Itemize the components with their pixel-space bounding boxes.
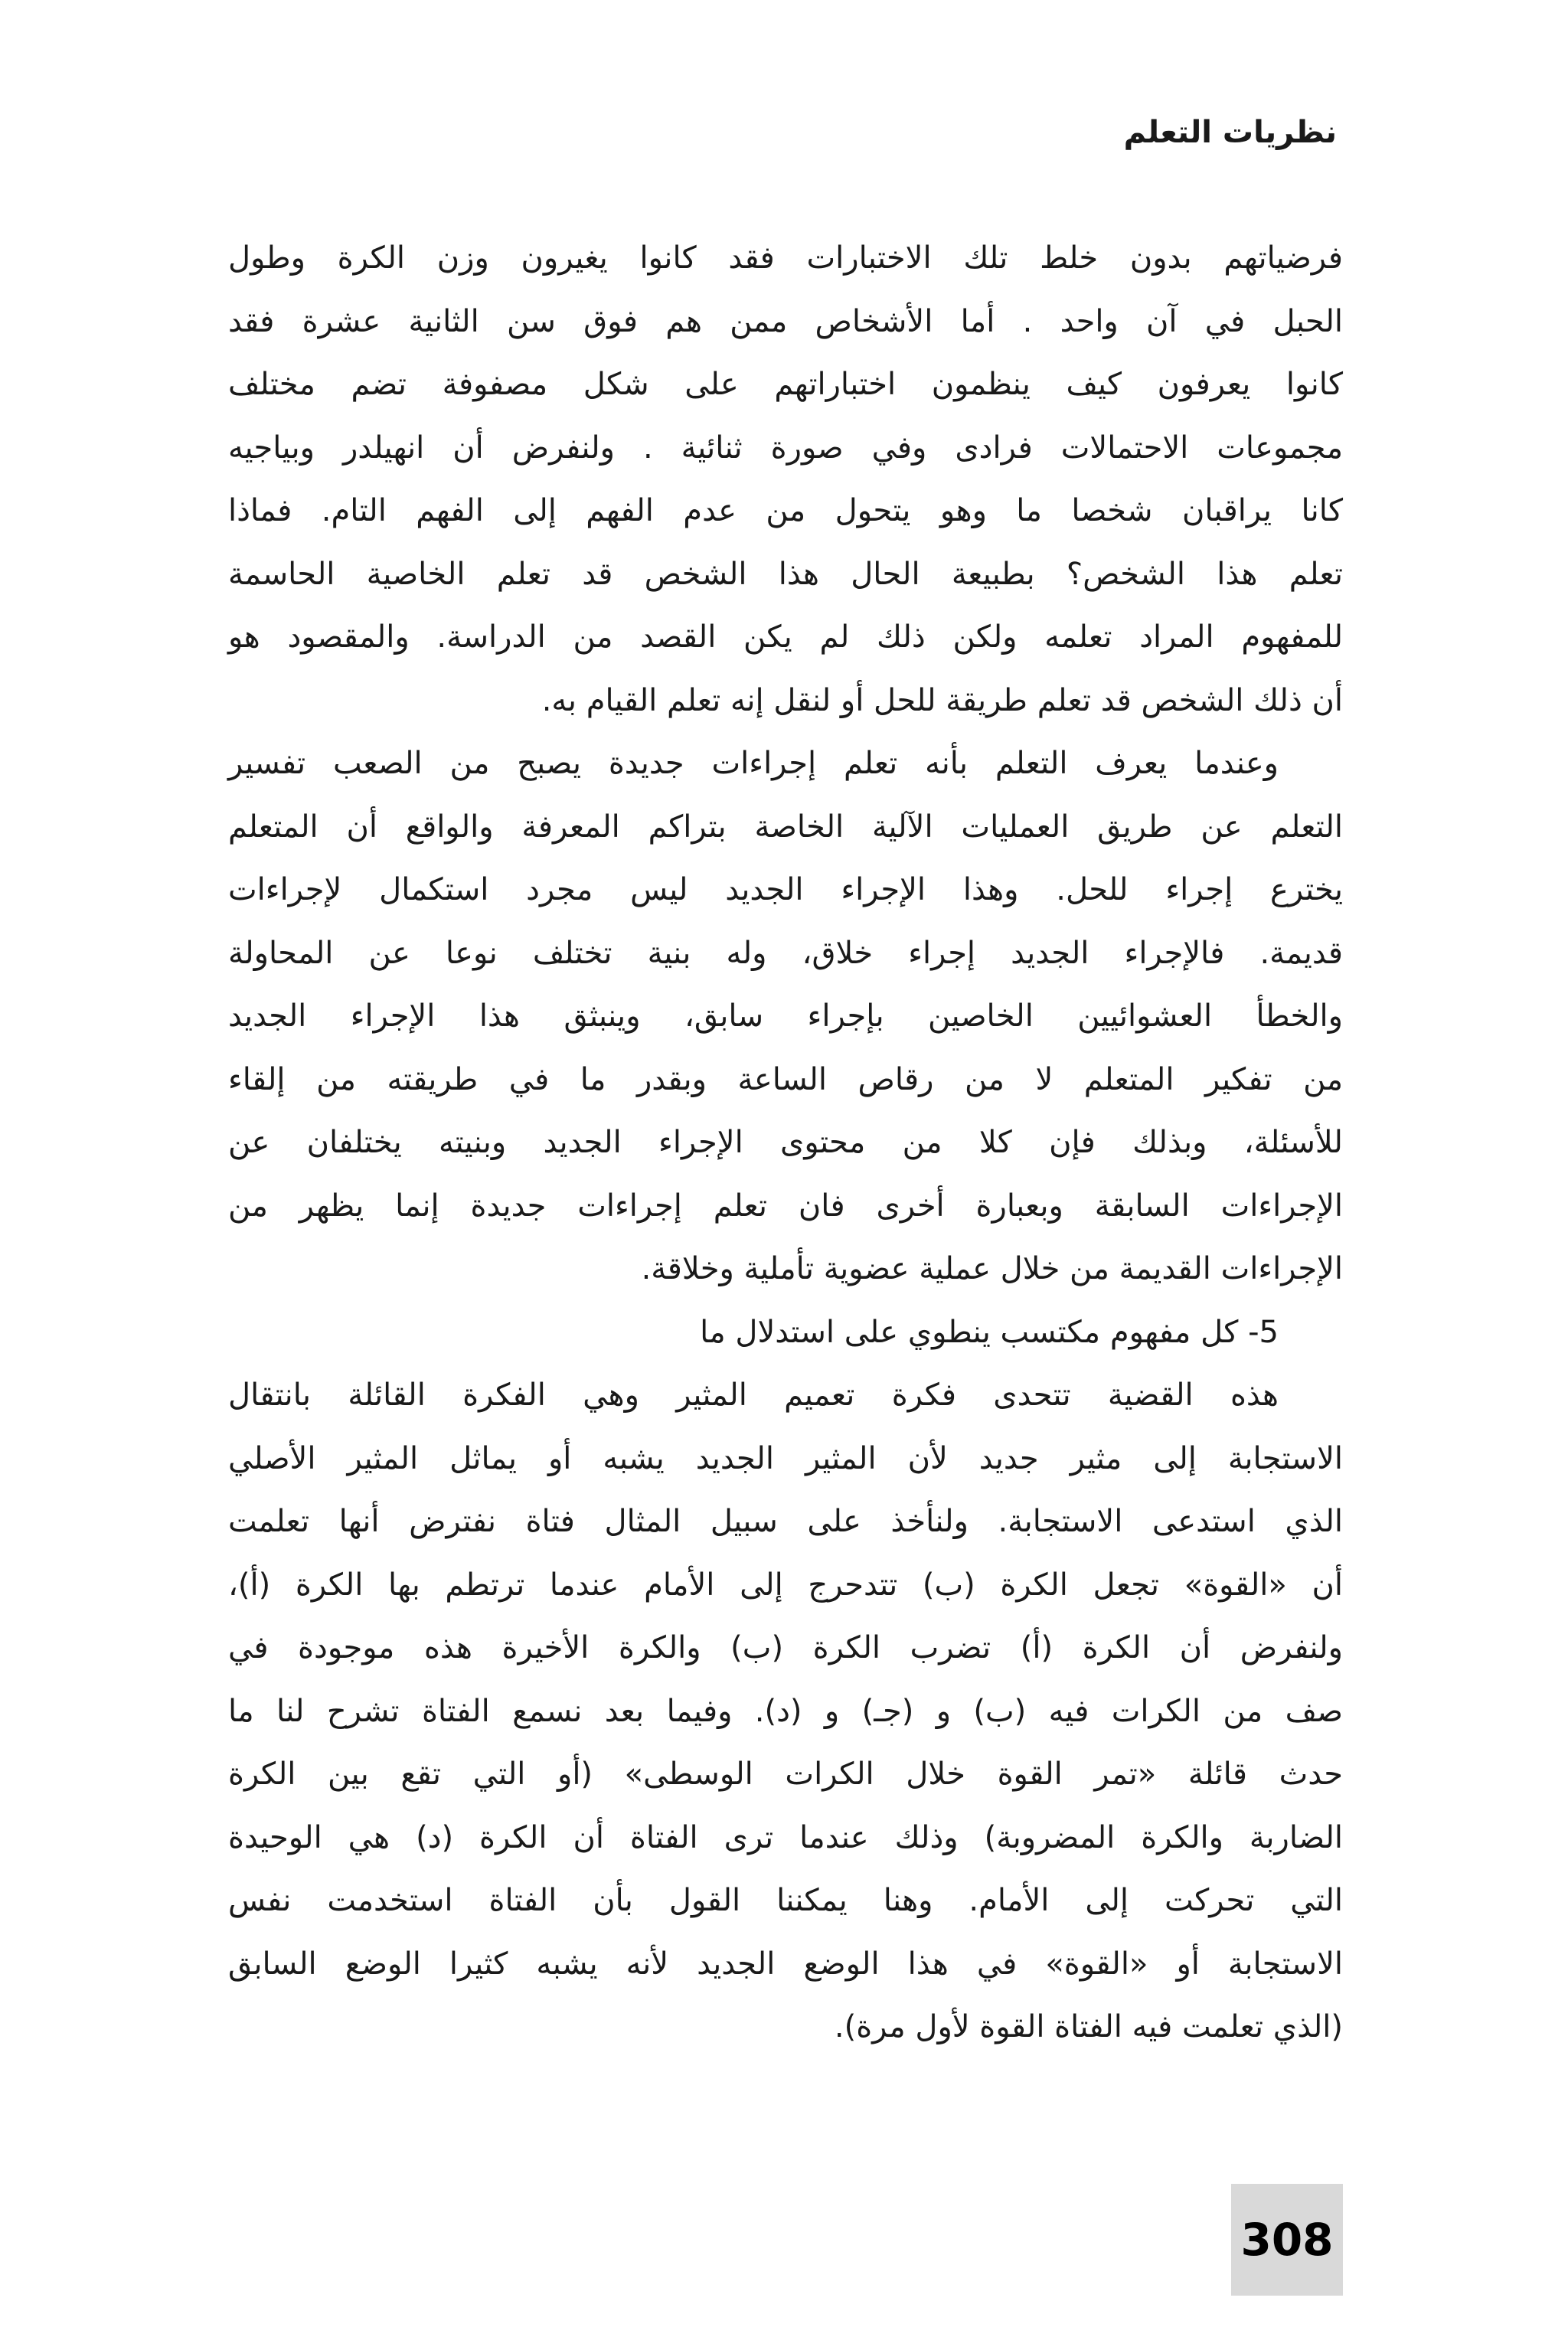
text-line: الضاربة والكرة المضروبة) وذلك عندما ترى الفتاة أن الكرة (د) هي الوحيدة bbox=[228, 1819, 1343, 1855]
paragraph-first-line: هذه القضية تتحدى فكرة تعميم المثير وهي الفكرة القائلة بانتقال bbox=[228, 1378, 1279, 1413]
text-line: أن «القوة» تجعل الكرة (ب) تتدحرج إلى الأمام عندما ترتطم بها الكرة (أ)، bbox=[228, 1567, 1343, 1603]
paragraph-first-line: وعندما يعرف التعلم بأنه تعلم إجراءات جديدة يصبح من الصعب تفسير bbox=[228, 746, 1279, 781]
text-line: الاستجابة إلى مثير جديد لأن المثير الجديد يشبه أو يماثل المثير الأصلي bbox=[228, 1440, 1343, 1476]
text-line: الإجراءات السابقة وبعبارة أخرى فان تعلم إجراءات جديدة إنما يظهر من bbox=[228, 1188, 1343, 1224]
page-number-box bbox=[1231, 2184, 1343, 2296]
text-line: حدث قائلة «تمر القوة خلال الكرات الوسطى» (أو التي تقع بين الكرة bbox=[228, 1757, 1343, 1792]
paragraph-end-line: أن ذلك الشخص قد تعلم طريقة للحل أو لنقل إنه تعلم القيام به. bbox=[541, 682, 1343, 718]
text-line: يخترع إجراء للحل. وهذا الإجراء الجديد ليس مجرد استكمال لإجراءات bbox=[228, 872, 1343, 907]
section-heading: 5- كل مفهوم مكتسب ينطوي على استدلال ما bbox=[700, 1314, 1279, 1350]
text-line: قديمة. فالإجراء الجديد إجراء خلاق، وله بنية تختلف نوعا عن المحاولة bbox=[228, 935, 1343, 971]
text-line: كانوا يعرفون كيف ينظمون اختباراتهم على شكل مصفوفة تضم مختلف bbox=[228, 367, 1343, 402]
text-line: فرضياتهم بدون خلط تلك الاختبارات فقد كانوا يغيرون وزن الكرة وطول bbox=[228, 240, 1343, 276]
text-line: التي تحركت إلى الأمام. وهنا يمكننا القول بأن الفتاة استخدمت نفس bbox=[228, 1883, 1343, 1918]
paragraph-end-line: الإجراءات القديمة من خلال عملية عضوية تأملية وخلاقة. bbox=[641, 1251, 1343, 1286]
text-line: كانا يراقبان شخصا ما وهو يتحول من عدم الفهم إلى الفهم التام. فماذا bbox=[228, 493, 1343, 528]
text-line: الحبل في آن واحد . أما الأشخاص ممن هم فوق سن الثانية عشرة فقد bbox=[228, 303, 1343, 339]
text-line: صف من الكرات فيه (ب) و (جـ) و (د). وفيما بعد نسمع الفتاة تشرح لنا ما bbox=[228, 1693, 1343, 1729]
running-header: نظريات التعلم bbox=[1123, 115, 1337, 150]
page-number: 308 bbox=[1240, 2214, 1334, 2266]
text-line: مجموعات الاحتمالات فرادى وفي صورة ثنائية . ولنفرض أن انهيلدر وبياجيه bbox=[228, 430, 1343, 466]
text-line: ولنفرض أن الكرة (أ) تضرب الكرة (ب) والكرة الأخيرة هذه موجودة في bbox=[228, 1630, 1343, 1665]
text-line: من تفكير المتعلم لا من رقاص الساعة وبقدر ما في طريقته من إلقاء bbox=[228, 1061, 1343, 1097]
text-line: التعلم عن طريق العمليات الآلية الخاصة بتراكم المعرفة والواقع أن المتعلم bbox=[228, 809, 1343, 845]
body-text bbox=[228, 227, 1343, 2059]
text-line: للأسئلة، وبذلك فإن كلا من محتوى الإجراء الجديد وبنيته يختلفان عن bbox=[228, 1125, 1343, 1160]
paragraph-end-line: (الذي تعلمت فيه الفتاة القوة لأول مرة). bbox=[834, 2009, 1343, 2044]
text-line: للمفهوم المراد تعلمه ولكن ذلك لم يكن القصد من الدراسة. والمقصود هو bbox=[228, 619, 1343, 655]
text-line: الذي استدعى الاستجابة. ولنأخذ على سبيل المثال فتاة نفترض أنها تعلمت bbox=[228, 1504, 1343, 1539]
text-line: تعلم هذا الشخص؟ بطبيعة الحال هذا الشخص قد تعلم الخاصية الحاسمة bbox=[228, 556, 1343, 592]
text-line: والخطأ العشوائيين الخاصين بإجراء سابق، وينبثق هذا الإجراء الجديد bbox=[228, 999, 1343, 1034]
text-line: الاستجابة أو «القوة» في هذا الوضع الجديد لأنه يشبه كثيرا الوضع السابق bbox=[228, 1946, 1343, 1982]
